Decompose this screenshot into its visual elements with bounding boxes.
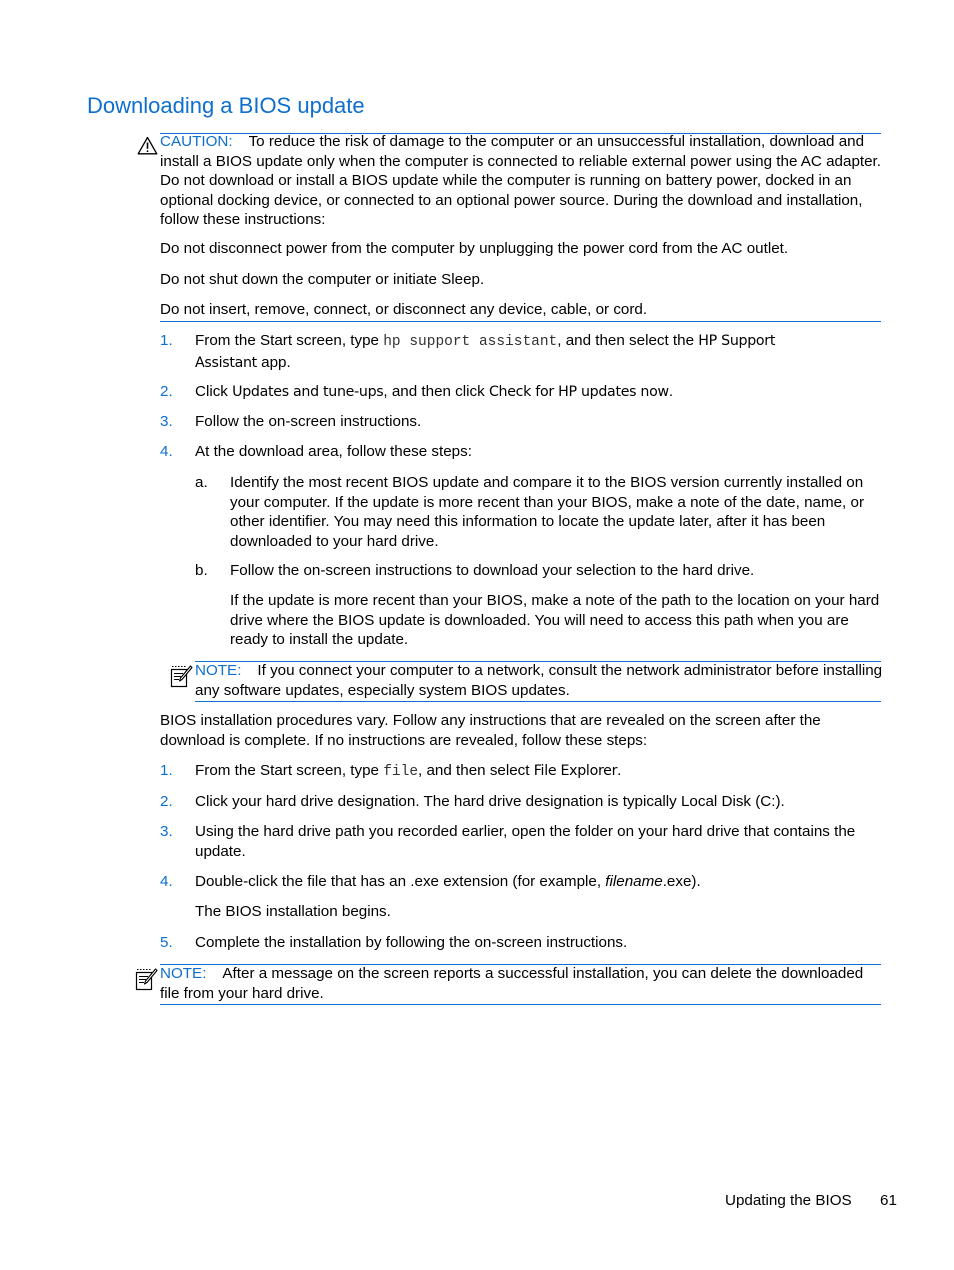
step-text: Follow the on-screen instructions. [195,413,422,430]
step-number: 4. [160,873,173,890]
caution-item-2: Do not shut down the computer or initiate Sleep. [160,271,485,288]
step-number: 3. [160,413,173,430]
note-text: After a message on the screen reports a successful installation, you can delete the downloaded file from your hard drive. [160,965,864,1002]
substep-text: Follow the on-screen instructions to download your selection to the hard drive. [230,562,755,579]
step-text: From the Start screen, type file, and then select File Explorer. [195,762,622,780]
page-title: Downloading a BIOS update [87,93,365,118]
step-number: 2. [160,793,173,810]
step-text: At the download area, follow these steps: [195,443,472,460]
step-number: 1. [160,762,173,779]
note-paragraph [160,964,882,1003]
note-label: NOTE: [160,965,207,982]
step-result: The BIOS installation begins. [195,903,391,920]
substep-letter: a. [195,474,208,491]
footer-section-title: Updating the BIOS [725,1192,852,1209]
caution-bottom-rule [160,321,881,322]
step-text: Click your hard drive designation. The hard drive designation is typically Local Disk (C:). [195,793,785,810]
step-text: Click Updates and tune-ups, and then click Check for HP updates now. [195,383,674,400]
code-text: file [383,764,419,780]
note-paragraph [195,661,883,700]
caution-paragraph [160,132,884,230]
step-text: Using the hard drive path you recorded earlier, open the folder on your hard drive that contains the update. [195,823,856,860]
caution-label: CAUTION: [160,133,233,150]
ui-term: Assistant [195,354,257,371]
note-bottom-rule [195,701,881,702]
step-number: 1. [160,332,173,349]
note-pad-icon [135,967,158,991]
page-number: 61 [880,1192,897,1209]
step-number: 3. [160,823,173,840]
step-text: Complete the installation by following the on-screen instructions. [195,934,628,951]
caution-item-3: Do not insert, remove, connect, or disconnect any device, cable, or cord. [160,301,648,318]
note-label: NOTE: [195,662,242,679]
ui-term: Check for HP updates now [488,384,669,400]
ui-term: File Explorer [533,763,618,779]
substep-text: Identify the most recent BIOS update and compare it to the BIOS version currently installed on your computer. If the update is more recent than your BIOS, make a note of the date, name, or other identifier. You may need this information to locate the update later, after it has been downloaded to your hard drive. [230,474,865,550]
step-text: Double-click the file that has an .exe extension (for example, filename.exe). [195,873,701,890]
note-bottom-rule [160,1004,881,1005]
procedure-intro: BIOS installation procedures vary. Follow any instructions that are revealed on the screen after the download is complete. If no instructions are revealed, follow these steps: [160,712,821,749]
ui-term: HP Support [698,333,776,349]
step-number: 4. [160,443,173,460]
step-text: From the Start screen, type hp support assistant, and then select the HP Support Assistant app. [195,332,776,371]
note-text: If you connect your computer to a network, consult the network administrator before installing any software updates, especially system BIOS updates. [195,662,883,699]
code-text: hp support assistant [383,334,558,350]
emphasis-text: filename [605,873,663,890]
caution-item-1: Do not disconnect power from the computer by unplugging the power cord from the AC outlet. [160,240,789,257]
ui-term: Updates and tune-ups [232,384,384,400]
warning-triangle-icon [137,136,158,155]
substep-letter: b. [195,562,208,579]
step-number: 2. [160,383,173,400]
note-pad-icon [170,664,193,688]
substep-note: If the update is more recent than your BIOS, make a note of the path to the location on your hard drive where the BIOS update is downloaded. You will need to access this path when you are ready to install the update. [230,592,880,648]
caution-text: To reduce the risk of damage to the computer or an unsuccessful installation, download and install a BIOS update only when the computer is connected to reliable external power using the AC adapter. Do not download or install a BIOS update while the computer is running on battery power, docked in an optional docking device, or connected to an optional power source. During the download and installation, follow these instructions: [160,133,881,228]
step-number: 5. [160,934,173,951]
